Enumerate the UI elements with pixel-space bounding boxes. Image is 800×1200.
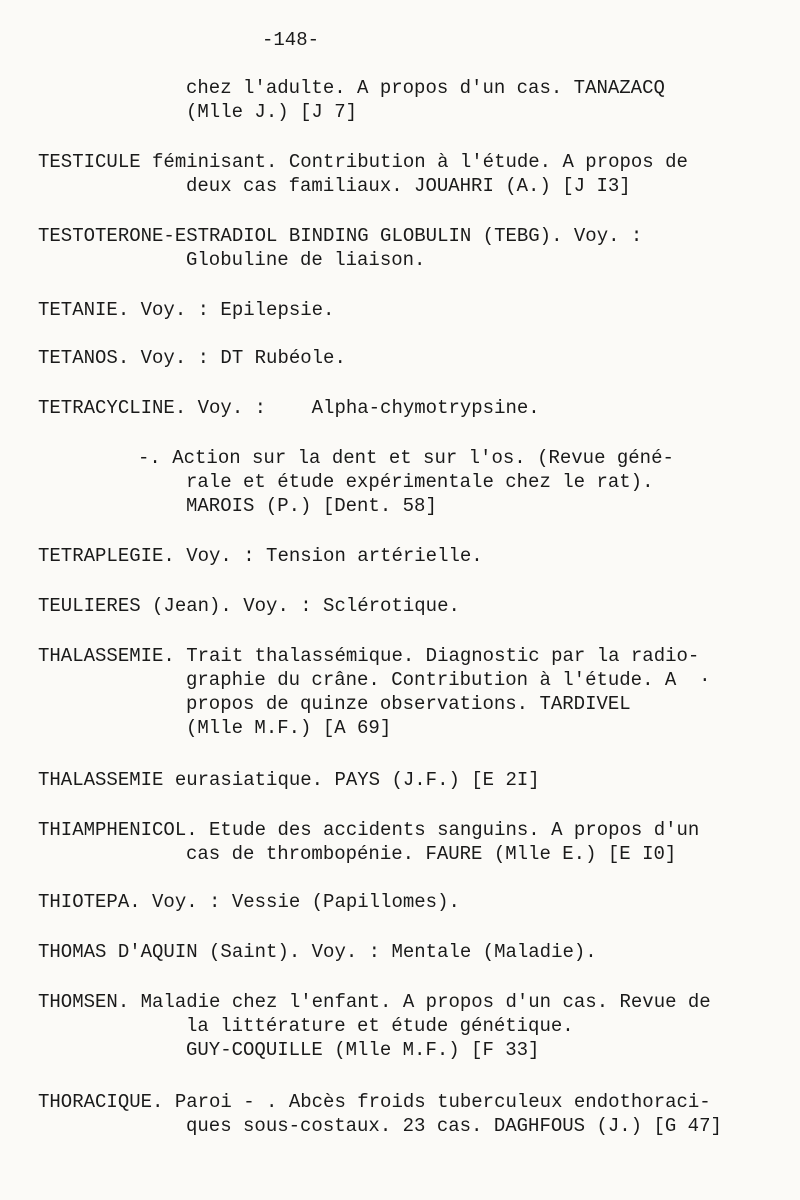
- index-entry-line: ques sous-costaux. 23 cas. DAGHFOUS (J.) [G 47]: [186, 1115, 722, 1137]
- index-entry-line: THOMSEN. Maladie chez l'enfant. A propos d'un cas. Revue de: [38, 991, 711, 1013]
- index-entry-line: TESTOTERONE-ESTRADIOL BINDING GLOBULIN (TEBG). Voy. :: [38, 225, 643, 247]
- index-entry-line: THORACIQUE. Paroi - . Abcès froids tuberculeux endothoraci-: [38, 1091, 711, 1113]
- index-entry-line: THIOTEPA. Voy. : Vessie (Papillomes).: [38, 891, 460, 913]
- index-entry-line: TETANIE. Voy. : Epilepsie.: [38, 299, 335, 321]
- index-entry-line: TETANOS. Voy. : DT Rubéole.: [38, 347, 346, 369]
- index-entry-line: chez l'adulte. A propos d'un cas. TANAZACQ: [186, 77, 665, 99]
- index-entry-line: (Mlle J.) [J 7]: [186, 101, 358, 123]
- index-entry-line: cas de thrombopénie. FAURE (Mlle E.) [E I0]: [186, 843, 677, 865]
- index-entry-line: GUY-COQUILLE (Mlle M.F.) [F 33]: [186, 1039, 540, 1061]
- index-entry-line: TETRACYCLINE. Voy. : Alpha-chymotrypsine.: [38, 397, 540, 419]
- index-entry-line: THALASSEMIE eurasiatique. PAYS (J.F.) [E 2I]: [38, 769, 540, 791]
- index-entry-line: THIAMPHENICOL. Etude des accidents sanguins. A propos d'un: [38, 819, 700, 841]
- index-entry-line: TETRAPLEGIE. Voy. : Tension artérielle.: [38, 545, 483, 567]
- index-entry-line: THALASSEMIE. Trait thalassémique. Diagnostic par la radio-: [38, 645, 700, 667]
- index-entry-line: graphie du crâne. Contribution à l'étude. A ·: [186, 669, 711, 691]
- index-entry-line: la littérature et étude génétique.: [186, 1015, 574, 1037]
- index-entry-line: (Mlle M.F.) [A 69]: [186, 717, 392, 739]
- index-entry-line: THOMAS D'AQUIN (Saint). Voy. : Mentale (Maladie).: [38, 941, 597, 963]
- page-number: -148-: [262, 29, 320, 51]
- index-entry-line: Globuline de liaison.: [186, 249, 426, 271]
- index-entry-line: rale et étude expérimentale chez le rat).: [186, 471, 654, 493]
- index-entry-line: TEULIERES (Jean). Voy. : Sclérotique.: [38, 595, 460, 617]
- index-entry-line: MAROIS (P.) [Dent. 58]: [186, 495, 437, 517]
- index-entry-line: propos de quinze observations. TARDIVEL: [186, 693, 631, 715]
- index-entry-line: TESTICULE féminisant. Contribution à l'étude. A propos de: [38, 151, 688, 173]
- index-entry-line: deux cas familiaux. JOUAHRI (A.) [J I3]: [186, 175, 631, 197]
- index-entry-line: -. Action sur la dent et sur l'os. (Revue géné-: [138, 447, 674, 469]
